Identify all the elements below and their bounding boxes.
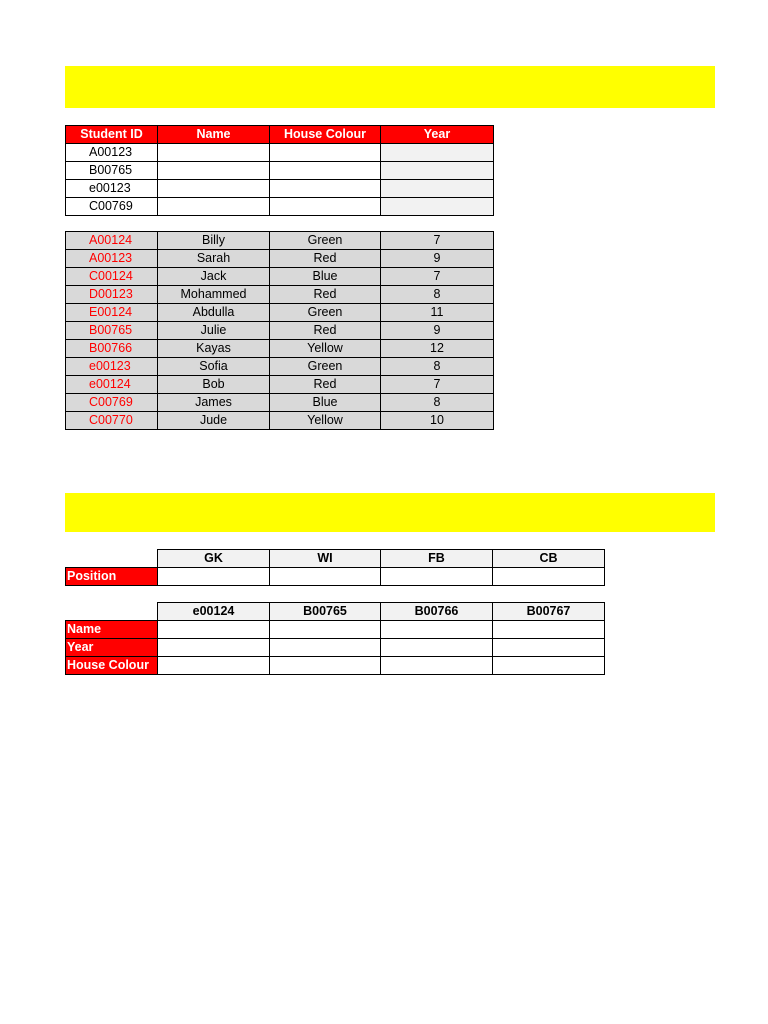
year-cell[interactable]: 12 [381, 340, 494, 358]
table-row [66, 180, 494, 198]
house-colour-cell[interactable] [270, 162, 381, 180]
table-row [66, 394, 494, 412]
name-cell[interactable]: Bob [158, 376, 270, 394]
position-header-cb: CB [493, 550, 605, 568]
player-cell[interactable] [493, 621, 605, 639]
player-cell[interactable] [270, 657, 381, 675]
house-colour-cell[interactable] [270, 180, 381, 198]
player-cell[interactable] [270, 621, 381, 639]
table-row [66, 657, 605, 675]
year-cell[interactable] [381, 162, 494, 180]
player-cell[interactable] [158, 657, 270, 675]
row-label-house-colour: House Colour [66, 657, 158, 675]
student-id-cell[interactable]: e00123 [66, 180, 158, 198]
name-cell[interactable]: Jude [158, 412, 270, 430]
name-cell[interactable]: James [158, 394, 270, 412]
row-label-position: Position [66, 568, 158, 586]
student-id-cell[interactable]: E00124 [66, 304, 158, 322]
year-cell[interactable]: 8 [381, 286, 494, 304]
student-id-cell[interactable]: C00770 [66, 412, 158, 430]
column-header-student-id: Student ID [66, 126, 158, 144]
position-header-fb: FB [381, 550, 493, 568]
player-cell[interactable] [493, 639, 605, 657]
student-id-cell[interactable]: A00124 [66, 232, 158, 250]
house-colour-cell[interactable] [270, 144, 381, 162]
student-id-cell[interactable]: C00124 [66, 268, 158, 286]
table-header-row [66, 603, 605, 621]
name-cell[interactable]: Sofia [158, 358, 270, 376]
player-id-header: e00124 [158, 603, 270, 621]
row-label-year: Year [66, 639, 158, 657]
player-cell[interactable] [158, 639, 270, 657]
year-cell[interactable] [381, 198, 494, 216]
position-table [65, 549, 605, 586]
student-id-cell[interactable]: B00765 [66, 322, 158, 340]
player-cell[interactable] [158, 621, 270, 639]
house-colour-cell[interactable]: Yellow [270, 412, 381, 430]
name-cell[interactable]: Sarah [158, 250, 270, 268]
student-id-cell[interactable]: D00123 [66, 286, 158, 304]
name-cell[interactable]: Mohammed [158, 286, 270, 304]
year-cell[interactable]: 10 [381, 412, 494, 430]
name-cell[interactable]: Abdulla [158, 304, 270, 322]
empty-corner-cell [66, 550, 158, 568]
student-lookup-table [65, 125, 494, 216]
table-row [66, 250, 494, 268]
house-colour-cell[interactable]: Green [270, 304, 381, 322]
table-row [66, 412, 494, 430]
name-cell[interactable]: Billy [158, 232, 270, 250]
table-row [66, 162, 494, 180]
table-row [66, 232, 494, 250]
column-header-name: Name [158, 126, 270, 144]
title-banner-bottom [65, 493, 715, 532]
name-cell[interactable] [158, 162, 270, 180]
row-label-name: Name [66, 621, 158, 639]
name-cell[interactable]: Kayas [158, 340, 270, 358]
table-header-row [66, 126, 494, 144]
house-colour-cell[interactable]: Red [270, 286, 381, 304]
player-id-header: B00766 [381, 603, 493, 621]
year-cell[interactable]: 7 [381, 376, 494, 394]
year-cell[interactable] [381, 144, 494, 162]
column-header-house-colour: House Colour [270, 126, 381, 144]
table-row [66, 340, 494, 358]
player-cell[interactable] [381, 621, 493, 639]
name-cell[interactable]: Julie [158, 322, 270, 340]
position-header-gk: GK [158, 550, 270, 568]
student-id-cell[interactable]: A00123 [66, 250, 158, 268]
year-cell[interactable]: 7 [381, 232, 494, 250]
house-colour-cell[interactable] [270, 198, 381, 216]
table-header-row [66, 550, 605, 568]
empty-corner-cell [66, 603, 158, 621]
house-colour-cell[interactable]: Green [270, 232, 381, 250]
student-id-cell[interactable]: e00123 [66, 358, 158, 376]
house-colour-cell[interactable]: Yellow [270, 340, 381, 358]
column-header-year: Year [381, 126, 494, 144]
house-colour-cell[interactable]: Blue [270, 268, 381, 286]
house-colour-cell[interactable]: Green [270, 358, 381, 376]
name-cell[interactable] [158, 198, 270, 216]
table-row [66, 376, 494, 394]
table-row [66, 639, 605, 657]
player-cell[interactable] [381, 657, 493, 675]
name-cell[interactable] [158, 180, 270, 198]
table-row [66, 322, 494, 340]
student-id-cell[interactable]: B00766 [66, 340, 158, 358]
student-data-table [65, 231, 494, 430]
house-colour-cell[interactable]: Blue [270, 394, 381, 412]
year-cell[interactable]: 8 [381, 394, 494, 412]
student-id-cell[interactable]: e00124 [66, 376, 158, 394]
table-row [66, 358, 494, 376]
year-cell[interactable]: 8 [381, 358, 494, 376]
year-cell[interactable]: 7 [381, 268, 494, 286]
student-id-cell[interactable]: A00123 [66, 144, 158, 162]
position-cell[interactable] [493, 568, 605, 586]
house-colour-cell[interactable]: Red [270, 376, 381, 394]
name-cell[interactable] [158, 144, 270, 162]
student-id-cell[interactable]: C00769 [66, 198, 158, 216]
house-colour-cell[interactable]: Red [270, 250, 381, 268]
position-header-wi: WI [270, 550, 381, 568]
player-cell[interactable] [270, 639, 381, 657]
position-cell[interactable] [270, 568, 381, 586]
year-cell[interactable]: 9 [381, 250, 494, 268]
name-cell[interactable]: Jack [158, 268, 270, 286]
year-cell[interactable] [381, 180, 494, 198]
table-row [66, 268, 494, 286]
table-row [66, 198, 494, 216]
table-row [66, 304, 494, 322]
year-cell[interactable]: 11 [381, 304, 494, 322]
player-id-header: B00767 [493, 603, 605, 621]
position-cell[interactable] [158, 568, 270, 586]
table-row [66, 286, 494, 304]
year-cell[interactable]: 9 [381, 322, 494, 340]
title-banner-top [65, 66, 715, 108]
position-cell[interactable] [381, 568, 493, 586]
student-id-cell[interactable]: B00765 [66, 162, 158, 180]
house-colour-cell[interactable]: Red [270, 322, 381, 340]
player-id-header: B00765 [270, 603, 381, 621]
player-cell[interactable] [493, 657, 605, 675]
player-details-table [65, 602, 605, 675]
student-id-cell[interactable]: C00769 [66, 394, 158, 412]
player-cell[interactable] [381, 639, 493, 657]
table-row [66, 621, 605, 639]
table-row [66, 568, 605, 586]
table-row [66, 144, 494, 162]
